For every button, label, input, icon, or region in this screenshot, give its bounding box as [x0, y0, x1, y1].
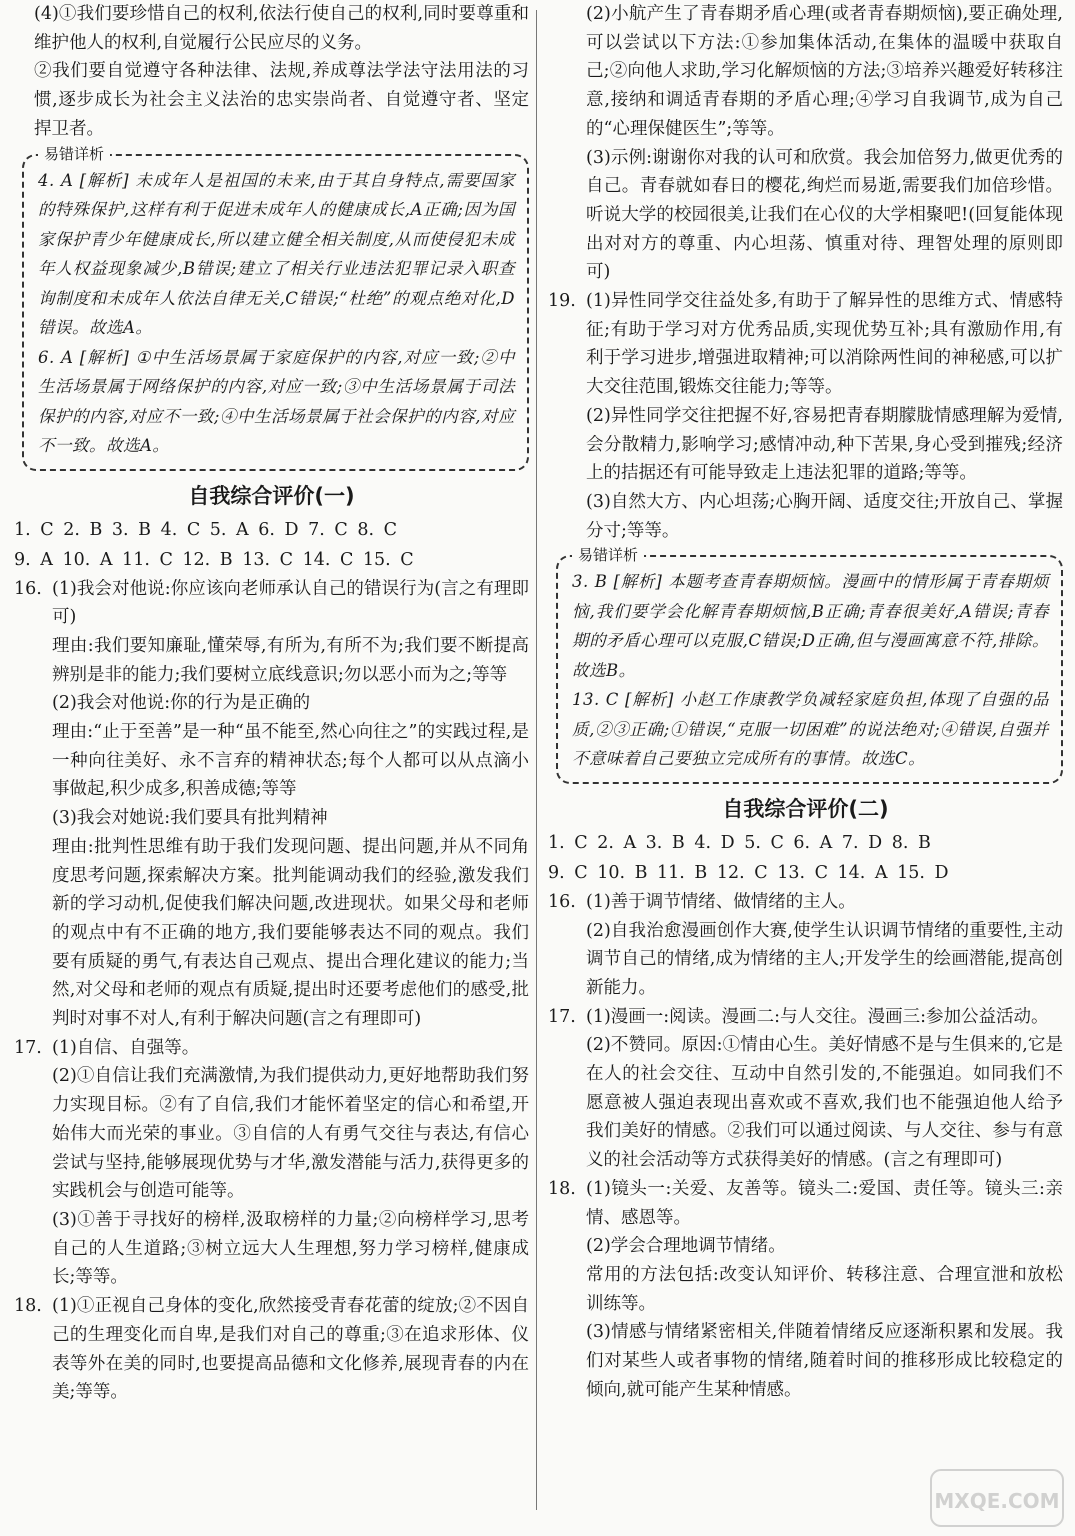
answer-part: 常用的方法包括:改变认知评价、转移注意、合理宣泄和放松训练等。 — [586, 1265, 1063, 1314]
answer-part: (1)①正视自己身体的变化,欣然接受青春花蕾的绽放;②不因自己的生理变化而自卑,是我们对自己的尊重;③在追求形体、仪表等外在美的同时,也要提高品德和文化修养,展现青春的内在美;等等。 — [52, 1296, 529, 1403]
answer-part: (3)①善于寻找好的榜样,汲取榜样的力量;②向榜样学习,思考自己的人生道路;③树立远大人生理想,努力学习榜样,健康成长;等等。 — [52, 1209, 529, 1288]
right-intro-1: (2)小航产生了青春期矛盾心理(或者青春期烦恼),要正确处理,可以尝试以下方法:①参加集体活动,在集体的温暖中获取自己;②向他人求助,学习化解烦恼的方法;③培养兴趣爱好转移注意,接纳和调适青春期的矛盾心理;④学习自我调节,成为自己的“心理保健医生”;等等。 — [586, 4, 1063, 139]
question-17 — [14, 1034, 529, 1292]
answer-part: (3)情感与情绪紧密相关,伴随着情绪反应逐渐积累和发展。我们对某些人或者事物的情绪,随着时间的推移形成比较稳定的倾向,就可能产生某种情感。 — [586, 1322, 1063, 1400]
answer-part: (3)自然大方、内心坦荡;心胸开阔、适度交往;开放自己、掌握分寸;等等。 — [586, 491, 1063, 541]
answer-part: (1)自信、自强等。 — [52, 1037, 200, 1058]
question-18 — [548, 1175, 1063, 1405]
answer-part: 理由:批判性思维有助于我们发现问题、提出问题,并从不同角度思考问题,探索解决方案。批判能调动我们的经验,激发我们新的学习动机,促使我们解决问题,改进现状。如果父母和老师的观点中有不正确的地方,我们要能够表达不同的观点。我们要有质疑的勇气,有表达自己观点、提出合理化建议的能力;当然,对父母和老师的观点有质疑,提出时还要考虑他们的感受,批判时对事不对人,有利于解决问题(言之有理即可) — [52, 836, 529, 1030]
question-number: 19. — [548, 291, 576, 312]
right-column — [548, 0, 1063, 1405]
answer-key-row: 9. C 10. B 11. B 12. C 13. C 14. A 15. D — [548, 862, 949, 883]
column-divider — [536, 10, 537, 1510]
question-number: 16. — [548, 891, 576, 912]
error-item: 13. C [解析] 小赵工作康教学负减轻家庭负担,体现了自强的品质,②③正确;①错误,“克服一切困难”的说法绝对;④错误,自强并不意味着自己要独立完成所有的事情。故选C。 — [572, 690, 1049, 769]
watermark-text: MXQE.COM — [934, 1489, 1060, 1513]
right-intro-2: (3)示例:谢谢你对我的认可和欣赏。我会加倍努力,做更优秀的自己。青春就如春日的樱花,绚烂而易逝,需要我们加倍珍惜。听说大学的校园很美,让我们在心仪的大学相聚吧!(回复能体现出对对方的尊重、内心坦荡、慎重对待、理智处理的原则即可) — [586, 147, 1063, 283]
left-intro-1: (4)①我们要珍惜自己的权利,依法行使自己的权利,同时要尊重和维护他人的权利,自觉履行公民应尽的义务。 — [34, 4, 529, 53]
answer-part: (2)自我治愈漫画创作大赛,使学生认识调节情绪的重要性,主动调节自己的情绪,成为情绪的主人;开发学生的绘画潜能,提高创新能力。 — [586, 920, 1063, 998]
answer-part: 理由:我们要知廉耻,懂荣辱,有所为,有所不为;我们要不断提高辨别是非的能力;我们要树立底线意识;勿以恶小而为之;等等 — [52, 635, 529, 685]
left-intro-2: ②我们要自觉遵守各种法律、法规,养成尊法学法守法用法的习惯,逐步成长为社会主义法治的忠实崇尚者、自觉遵守者、坚定捍卫者。 — [34, 61, 529, 139]
section-heading: 自我综合评价(一) — [188, 483, 355, 508]
left-column — [14, 0, 529, 1407]
question-18 — [14, 1292, 529, 1407]
question-number: 18. — [14, 1296, 42, 1317]
error-item: 3. B [解析] 本题考查青春期烦恼。漫画中的情形属于青春期烦恼,我们要学会化解青春期烦恼,B正确;青春很美好,A错误;青春期的矛盾心理可以克服,C错误;D正确,但与漫画寓意不符,排除。故选B。 — [572, 572, 1049, 680]
error-analysis-box — [22, 144, 529, 471]
box-label: 易错详析 — [572, 544, 644, 565]
answer-part: (2)学会合理地调节情绪。 — [586, 1236, 786, 1257]
answer-part: (3)我会对她说:我们要具有批判精神 — [52, 808, 328, 829]
error-item: 6. A [解析] ①中生活场景属于家庭保护的内容,对应一致;②中生活场景属于网络保护的内容,对应一致;③中生活场景属于司法保护的内容,对应不一致;④中生活场景属于社会保护的内容,对应不一致。故选A。 — [38, 347, 515, 456]
box-label: 易错详析 — [38, 143, 110, 164]
watermark-logo — [927, 1466, 1067, 1530]
answer-part: (2)我会对他说:你的行为是正确的 — [52, 693, 311, 714]
answer-key-row: 1. C 2. A 3. B 4. D 5. C 6. A 7. D 8. B — [548, 832, 931, 853]
answer-part: (1)善于调节情绪、做情绪的主人。 — [586, 891, 856, 912]
answer-part: (2)异性同学交往把握不好,容易把青春期朦胧情感理解为爱情,会分散精力,影响学习;感情冲动,种下苦果,身心受到摧残;经济上的拮据还有可能导致走上违法犯罪的道路;等等。 — [586, 405, 1063, 484]
question-16 — [14, 575, 529, 1034]
answer-part: (2)①自信让我们充满激情,为我们提供动力,更好地帮助我们努力实现目标。②有了自信,我们才能怀着坚定的信心和希望,开始伟大而光荣的事业。③自信的人有勇气交往与表达,有信心尝试与坚持,能够展现优势与才华,激发潜能与活力,获得更多的实践机会与创造可能等。 — [52, 1066, 529, 1202]
answer-part: (2)不赞同。原因:①情由心生。美好情感不是与生俱来的,它是在人的社会交往、互动中自然引发的,不能强迫。如同我们不愿意被人强迫表现出喜欢或不喜欢,我们也不能强迫他人给予我们美好的情感。②我们可以通过阅读、与人交往、参与有意义的社会活动等方式获得美好的情感。(言之有理即可) — [586, 1035, 1063, 1171]
section-heading: 自我综合评价(二) — [722, 796, 889, 821]
question-number: 18. — [548, 1178, 576, 1199]
answer-part: (1)我会对他说:你应该向老师承认自己的错误行为(言之有理即可) — [52, 578, 529, 628]
answer-part: (1)异性同学交往益处多,有助于了解异性的思维方式、情感特征;有助于学习对方优秀品质,实现优势互补;具有激励作用,有利于学习进步,增强进取精神;可以消除两性间的神秘感,可以扩大交往范围,锻炼交往能力;等等。 — [586, 291, 1063, 398]
question-number: 17. — [14, 1037, 42, 1058]
question-number: 17. — [548, 1006, 576, 1027]
question-16 — [548, 888, 1063, 1003]
question-17 — [548, 1003, 1063, 1175]
answer-key-row: 9. A 10. A 11. C 12. B 13. C 14. C 15. C — [14, 549, 414, 570]
answer-part: (1)漫画一:阅读。漫画二:与人交往。漫画三:参加公益活动。 — [586, 1006, 1049, 1027]
answer-part: 理由:“止于至善”是一种“虽不能至,然心向往之”的实践过程,是一种向往美好、永不言弃的精神状态;每个人都可以从点滴小事做起,积少成多,积善成德;等等 — [52, 722, 529, 800]
answer-key-row: 1. C 2. B 3. B 4. C 5. A 6. D 7. C 8. C — [14, 519, 397, 540]
error-analysis-box — [556, 546, 1063, 784]
question-number: 16. — [14, 578, 42, 599]
error-item: 4. A [解析] 未成年人是祖国的未来,由于其自身特点,需要国家的特殊保护,这样有利于促进未成年人的健康成长,A正确;因为国家保护青少年健康成长,所以建立健全相关制度,从而使侵犯未成年人权益现象减少,B错误;建立了相关行业违法犯罪记录入职查询制度和未成年人依法自律无关,C错误;“杜绝”的观点绝对化,D错误。故选A。 — [38, 170, 515, 338]
answer-part: (1)镜头一:关爱、友善等。镜头二:爱国、责任等。镜头三:亲情、感恩等。 — [586, 1178, 1063, 1228]
question-19 — [548, 287, 1063, 545]
